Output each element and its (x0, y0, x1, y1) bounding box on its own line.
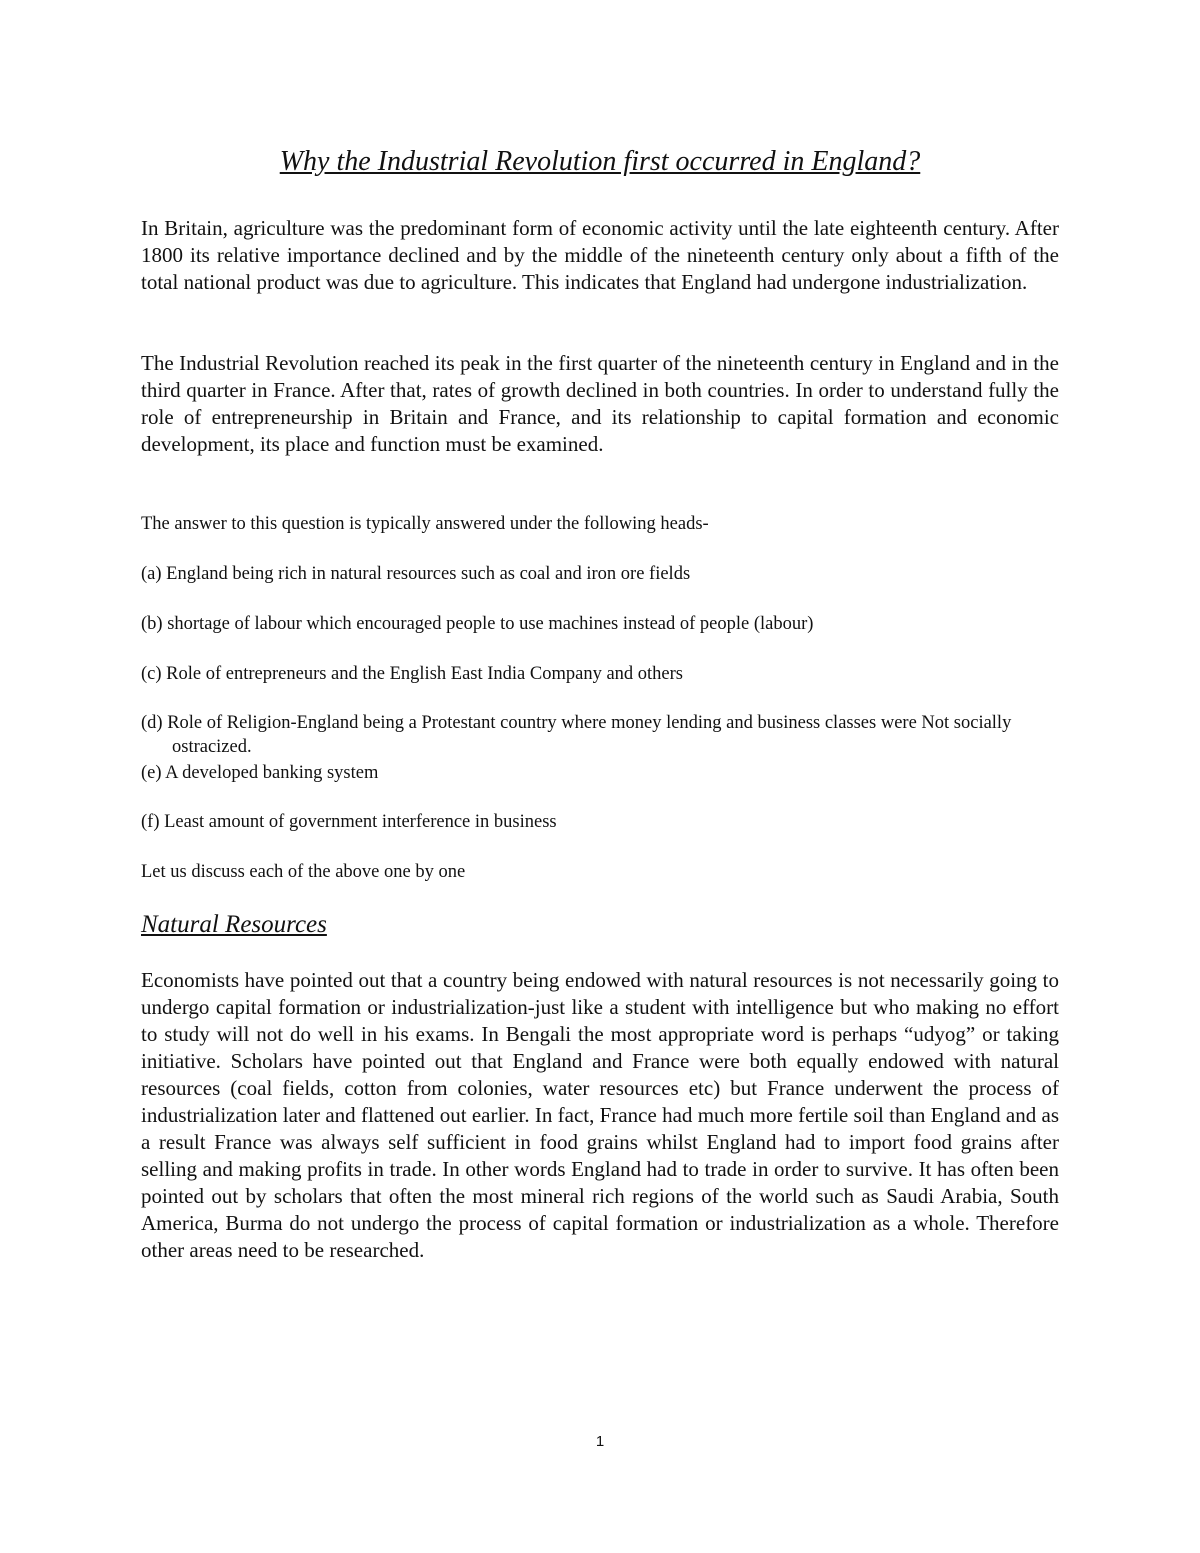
discuss-line: Let us discuss each of the above one by one (141, 862, 466, 882)
list-item: (a) England being rich in natural resources such as coal and iron ore fields (141, 564, 691, 584)
list-item: (c) Role of entrepreneurs and the English East India Company and others (141, 664, 683, 684)
intro-paragraph-1: In Britain, agriculture was the predominant form of economic activity until the late eighteenth century. After 1800 its relative importance declined and by the middle of the nineteenth century only about a fifth of the total national product was due to agriculture. This indicates that England had undergone industrialization. (141, 216, 1059, 294)
document-title: Why the Industrial Revolution first occurred in England? (279, 146, 921, 177)
page-number: 1 (595, 1433, 605, 1450)
list-item: (d) Role of Religion-England being a Protestant country where money lending and business classes were Not socially ostracized. (141, 713, 1012, 757)
heads-intro: The answer to this question is typically answered under the following heads- (141, 514, 709, 534)
list-item: (e) A developed banking system (141, 763, 379, 783)
list-item: (f) Least amount of government interference in business (141, 812, 557, 832)
intro-paragraph-2: The Industrial Revolution reached its peak in the first quarter of the nineteenth century in England and in the third quarter in France. After that, rates of growth declined in both countries. In order to understand fully the role of entrepreneurship in Britain and France, and its relationship to capital formation and economic development, its place and function must be examined. (141, 351, 1059, 456)
section-heading: Natural Resources (141, 911, 327, 938)
section-body: Economists have pointed out that a country being endowed with natural resources is not necessarily going to undergo capital formation or industrialization-just like a student with intelligence but who making no effort to study will not do well in his exams. In Bengali the most appropriate word is perhaps “udyog” or taking initiative. Scholars have pointed out that England and France were both equally endowed with natural resources (coal fields, cotton from colonies, water resources etc) but France underwent the process of industrialization later and flattened out earlier. In fact, France had much more fertile soil than England and as a result France was always self sufficient in food grains whilst England had to import food grains after selling and making profits in trade. In other words England had to trade in order to survive. It has often been pointed out by scholars that often the most mineral rich regions of the world such as Saudi Arabia, South America, Burma do not undergo the process of capital formation or industrialization as a whole. Therefore other areas need to be researched. (141, 968, 1059, 1262)
list-item: (b) shortage of labour which encouraged people to use machines instead of people (labour) (141, 614, 814, 634)
